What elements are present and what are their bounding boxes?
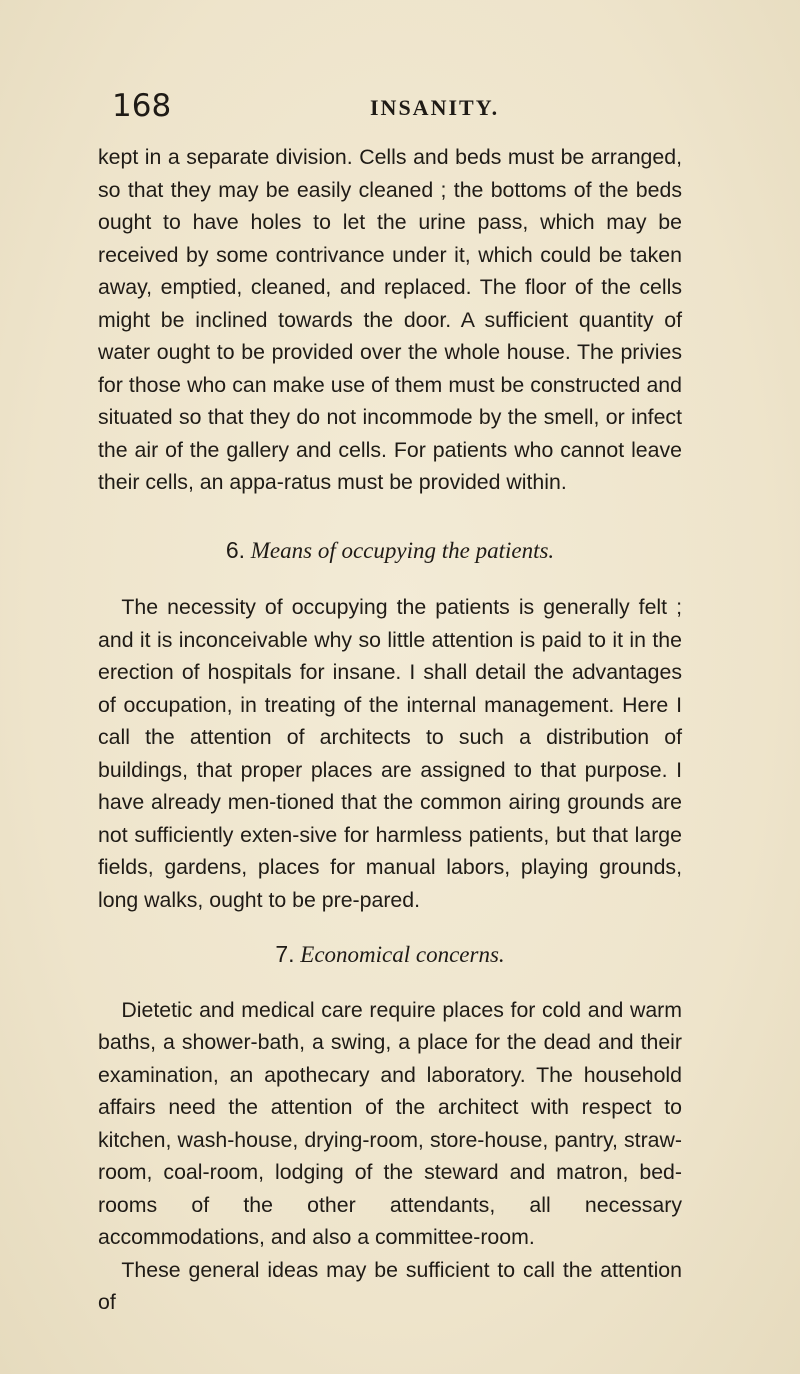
paragraph-dietetic-care: Dietetic and medical care require places for cold and warm baths, a shower-bath, a swing, a place for the dead and their examination, an apothecary and laboratory. The household affairs need the attention of the architect with respect to kitchen, wash-house, drying-room, store-house, pantry, straw-room, coal-room, lodging of the steward and matron, bed-rooms of the other attendants, all necessary accommodations, and also a committee-room.: [98, 997, 682, 1249]
section-title: Economical concerns.: [300, 942, 505, 967]
section-number: 6.: [225, 536, 246, 563]
page-header: [112, 88, 692, 128]
paragraph-occupation: The necessity of occupying the patients is generally felt ; and it is inconceivable why so little attention is paid to it in the erection of hospitals for insane. I shall detail the advantages of occupation, in treating of the internal management. Here I call the attention of architects to such a distribution of buildings, that proper places are assigned to that purpose. I have already men-tioned that the common airing grounds are not sufficiently exten-sive for harmless patients, but that large fields, gardens, places for manual labors, playing grounds, long walks, ought to be pre-pared.: [98, 595, 682, 912]
paragraph-closing: These general ideas may be sufficient to call the attention of: [98, 1257, 682, 1314]
section-heading-economical: [98, 938, 682, 972]
section-number: 7.: [275, 941, 295, 967]
section-heading-occupying: [98, 534, 682, 568]
paragraph-cells-and-beds: kept in a separate division. Cells and beds must be arranged, so that they may be easily cleaned ; the bottoms of the beds ought to have holes to let the urine pass, which may be received by some contrivance under it, which could be taken away, emptied, cleaned, and replaced. The floor of the cells might be inclined towards the door. A sufficient quantity of water ought to be provided over the whole house. The privies for those who can make use of them must be constructed and situated so that they do not incommode by the smell, or infect the air of the gallery and cells. For patients who cannot leave their cells, an appa-ratus must be provided within.: [98, 145, 682, 494]
page-number: 168: [112, 88, 172, 124]
running-title: INSANITY.: [370, 95, 500, 120]
page-body: [98, 141, 682, 1319]
section-title: Means of occupying the patients.: [250, 537, 555, 563]
